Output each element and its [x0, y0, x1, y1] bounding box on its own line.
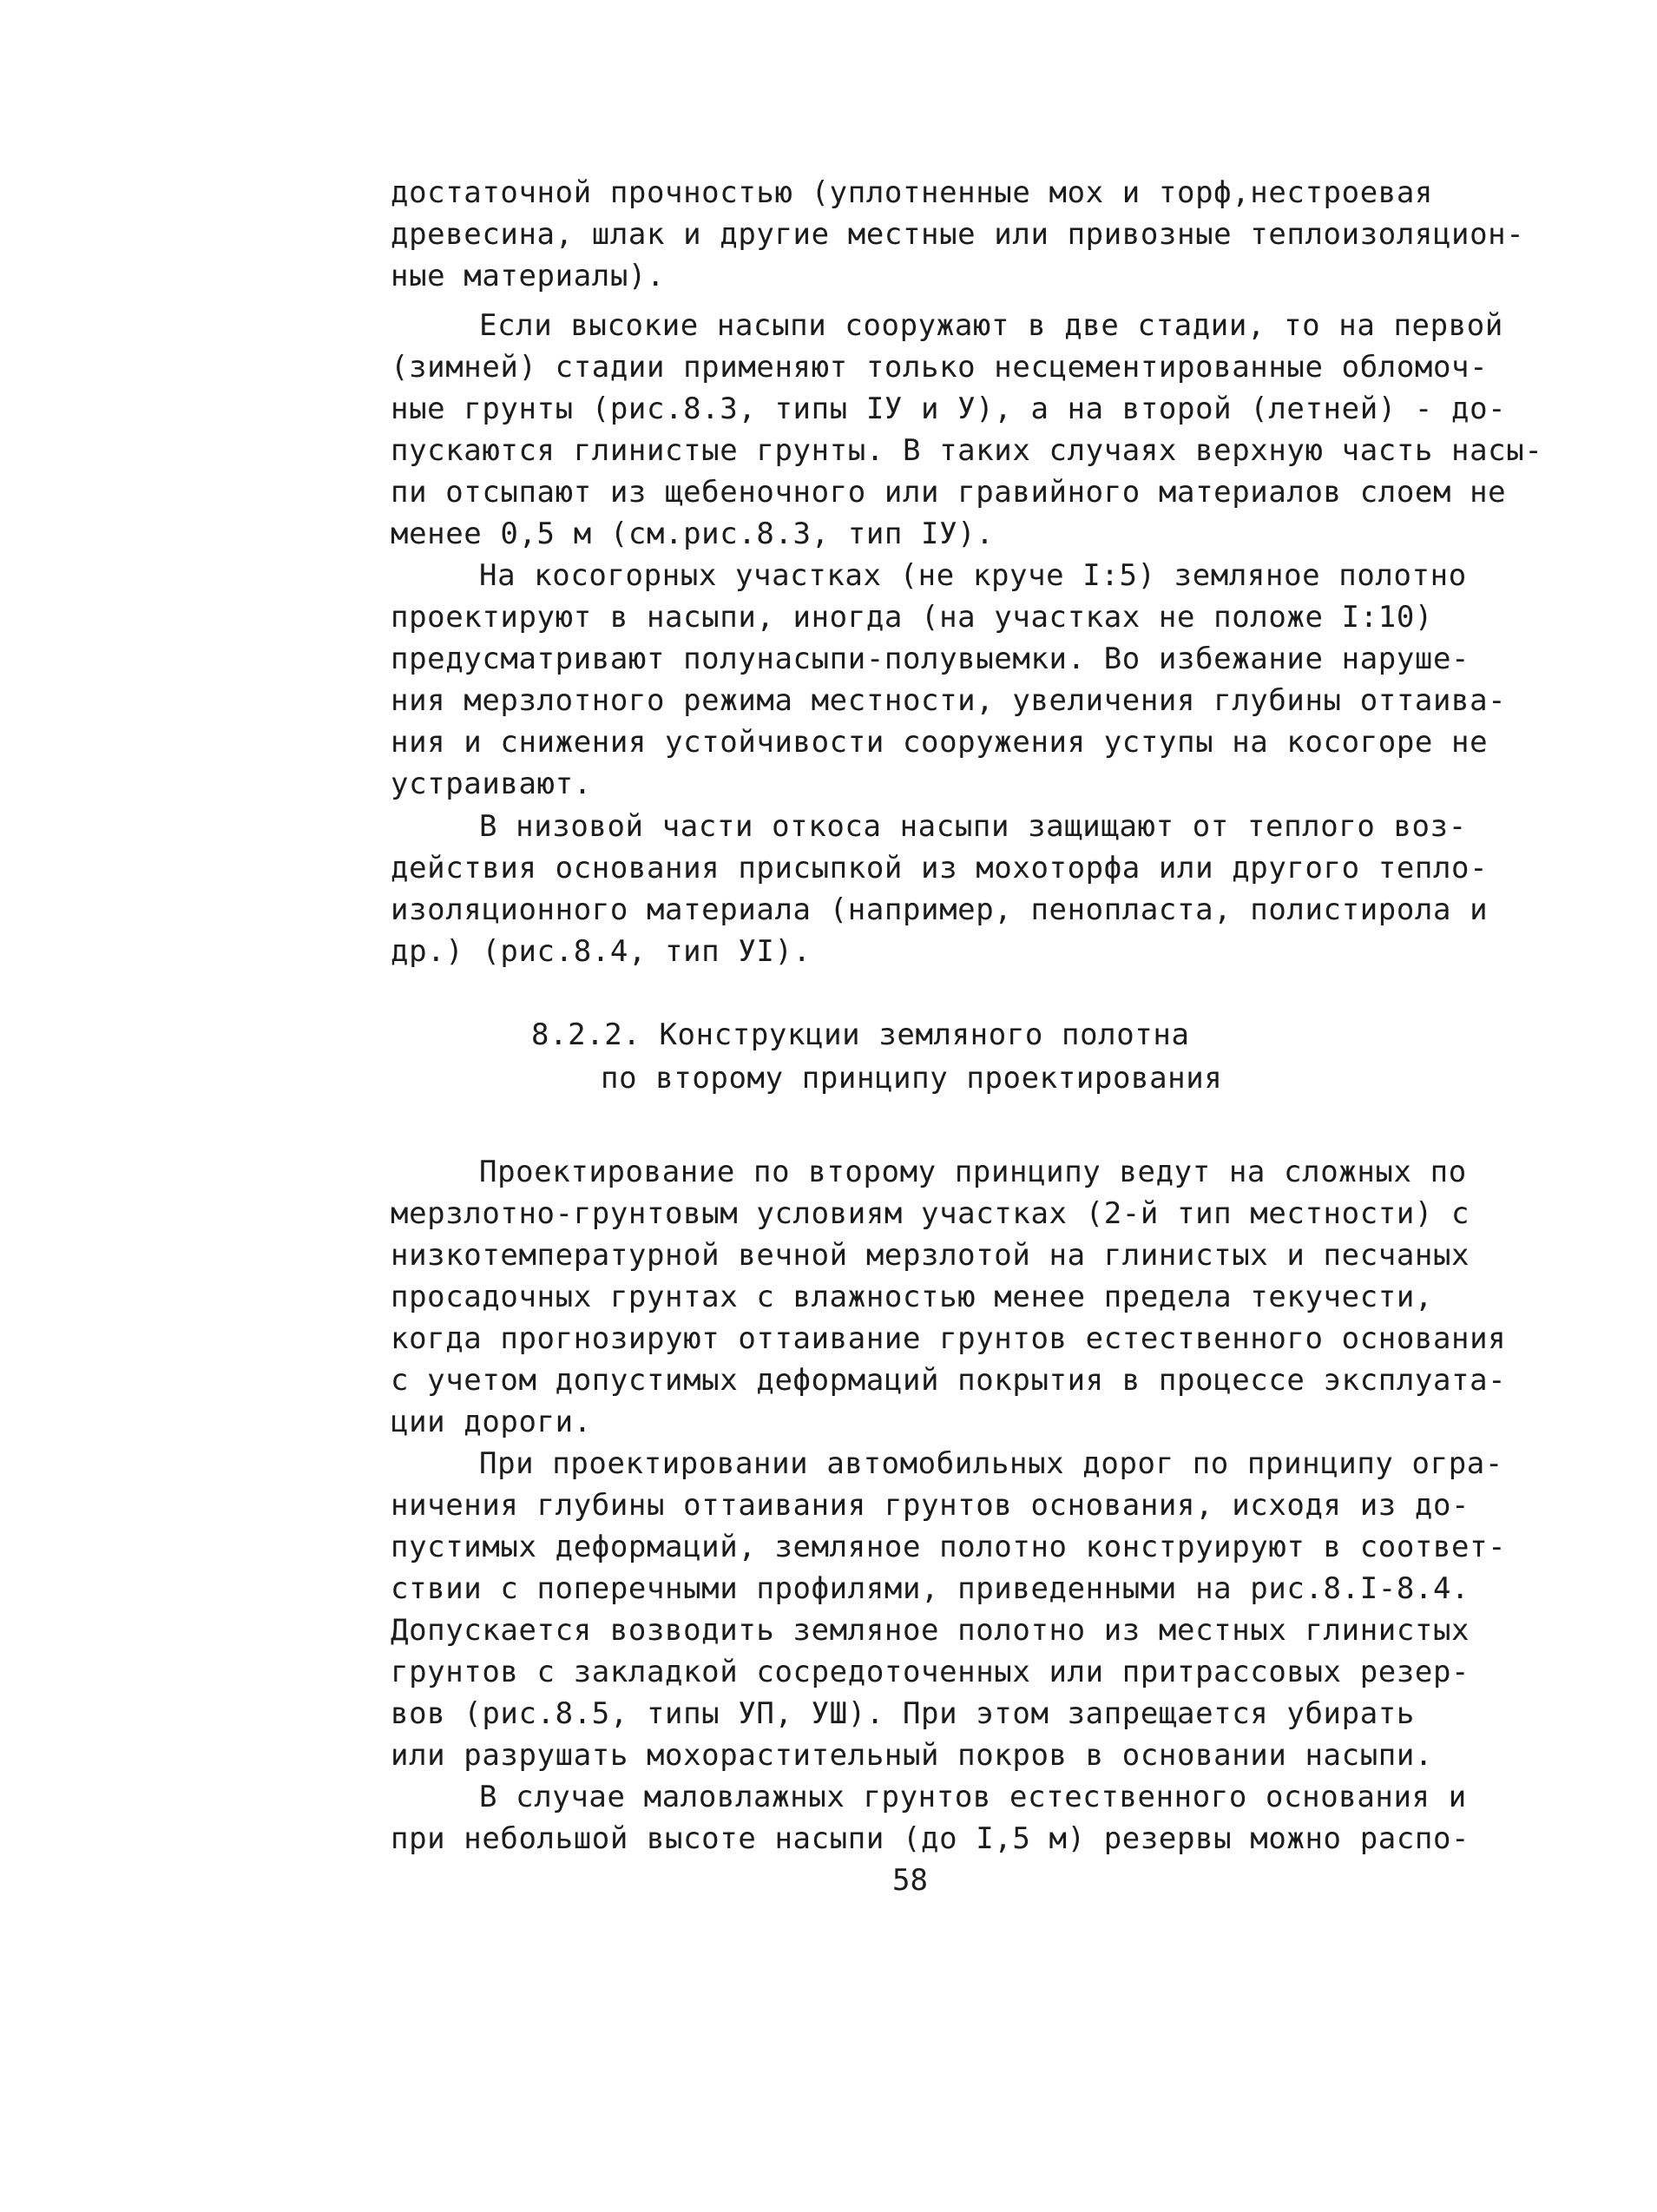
text-line: пи отсыпают из щебеночного или гравийного материалов слоем не — [391, 475, 1507, 510]
text-line: устраивают. — [391, 767, 592, 801]
text-line: ния и снижения устойчивости сооружения уступы на косогоре не — [391, 725, 1489, 760]
text-line: просадочных грунтах с влажностью менее предела текучести, — [391, 1280, 1433, 1314]
text-line: вов (рис.8.5, типы УП, УШ). При этом запрещается убирать — [391, 1696, 1415, 1731]
text-line: древесина, шлак и другие местные или привозные теплоизоляцион- — [391, 217, 1525, 252]
text-line: ные материалы). — [391, 259, 666, 293]
text-line: действия основания присыпкой из мохоторфа или другого тепло- — [391, 851, 1489, 885]
page-number: 58 — [892, 1863, 928, 1898]
text-line: В случае маловлажных грунтов естественного основания и — [479, 1780, 1467, 1814]
text-line: ции дороги. — [391, 1405, 592, 1439]
text-line: пустимых деформаций, земляное полотно конструируют в соответ- — [391, 1530, 1507, 1564]
text-line: ния мерзлотного режима местности, увеличения глубины оттаива- — [391, 683, 1507, 718]
text-line: при небольшой высоте насыпи (до I,5 м) резервы можно распо- — [391, 1821, 1470, 1856]
text-line: Если высокие насыпи сооружают в две стадии, то на первой — [479, 308, 1503, 343]
text-line: достаточной прочностью (уплотненные мох и торф,нестроевая — [391, 175, 1433, 210]
text-line: др.) (рис.8.4, тип УI). — [391, 934, 812, 969]
section-heading-line-1: 8.2.2. Конструкции земляного полотна — [531, 1017, 1190, 1052]
text-line: При проектировании автомобильных дорог по принципу огра- — [479, 1446, 1503, 1481]
text-line: когда прогнозируют оттаивание грунтов естественного основания — [391, 1321, 1507, 1356]
text-line: В низовой части откоса насыпи защищают от теплого воз- — [479, 809, 1467, 844]
text-line: низкотемпературной вечной мерзлотой на глинистых и песчаных — [391, 1238, 1470, 1273]
text-line: или разрушать мохорастительный покров в основании насыпи. — [391, 1738, 1433, 1773]
text-line: мерзлотно-грунтовым условиям участках (2-й тип местности) с — [391, 1196, 1470, 1231]
text-line: пускаются глинистые грунты. В таких случаях верхную часть насы- — [391, 433, 1543, 468]
text-line: Допускается возводить земляное полотно из местных глинистых — [391, 1613, 1470, 1648]
text-line: менее 0,5 м (см.рис.8.3, тип IУ). — [391, 517, 995, 551]
text-line: грунтов с закладкой сосредоточенных или притрассовых резер- — [391, 1655, 1470, 1689]
text-line: Проектирование по второму принципу ведут на сложных по — [479, 1155, 1467, 1189]
text-line: ные грунты (рис.8.3, типы IУ и У), а на второй (летней) - до- — [391, 392, 1507, 426]
text-line: проектируют в насыпи, иногда (на участках не положе I:10) — [391, 600, 1433, 635]
text-line: предусматривают полунасыпи-полувыемки. Во избежание наруше- — [391, 642, 1470, 676]
text-line: ничения глубины оттаивания грунтов основания, исходя из до- — [391, 1488, 1470, 1523]
text-line: с учетом допустимых деформаций покрытия в процессе эксплуата- — [391, 1363, 1507, 1398]
text-line: ствии с поперечными профилями, приведенными на рис.8.I-8.4. — [391, 1571, 1470, 1606]
text-line: На косогорных участках (не круче I:5) земляное полотно — [479, 558, 1467, 593]
section-heading-line-2: по второму принципу проектирования — [601, 1061, 1223, 1096]
text-line: изоляционного материала (например, пенопласта, полистирола и — [391, 892, 1489, 927]
text-line: (зимней) стадии применяют только несцементированные обломоч- — [391, 350, 1489, 385]
